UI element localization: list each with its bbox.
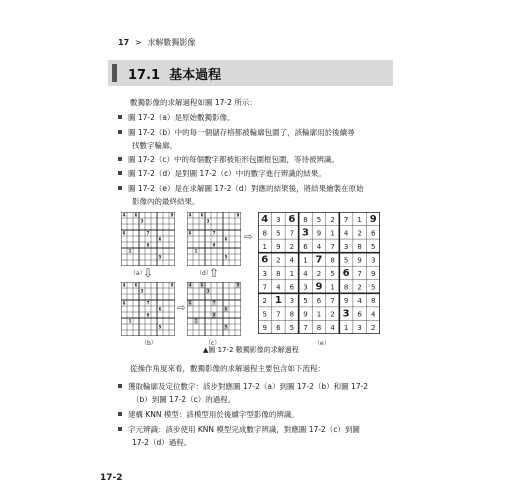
given-digit: 7: [212, 230, 216, 236]
given-digit: 4: [188, 282, 192, 288]
solved-digit: 3: [303, 283, 308, 292]
solved-digit: 1: [289, 269, 295, 278]
solved-digit: 8: [370, 297, 376, 306]
given-digit: 5: [224, 254, 228, 260]
solved-digit: 2: [330, 310, 335, 319]
solved-digit: 6: [357, 310, 362, 319]
solved-digit: 9: [370, 269, 376, 278]
chapter-title: 求解數獨影像: [147, 38, 196, 47]
given-digit: 1: [128, 248, 132, 254]
given-digit: 3: [301, 227, 309, 239]
sudoku-svg: [121, 212, 175, 266]
given-digit: 4: [261, 213, 269, 225]
solved-digit: 5: [289, 324, 295, 333]
solved-digit: 8: [289, 310, 295, 319]
solved-digit: 5: [370, 283, 376, 292]
section-title: [128, 64, 221, 83]
solved-digit: 6: [276, 324, 281, 333]
arrow-down-icon: ⇩: [143, 266, 154, 280]
given-digit: 6: [224, 236, 228, 242]
solved-digit: 2: [316, 269, 322, 278]
solved-digit: 9: [343, 297, 349, 306]
sudoku-svg: [258, 212, 380, 334]
given-digit: 4: [188, 212, 192, 218]
solved-digit: 5: [343, 256, 349, 265]
bullet-square-icon: [118, 412, 122, 416]
given-digit: 5: [224, 324, 228, 330]
solved-digit: 5: [370, 242, 376, 251]
arrow-right-icon: ⇨: [177, 303, 186, 314]
solved-digit: 3: [289, 297, 295, 306]
solved-digit: 4: [357, 297, 362, 306]
given-digit: 9: [315, 281, 323, 293]
sudoku-grid-c: [187, 282, 241, 336]
solved-digit: 4: [303, 269, 308, 278]
solved-digit: 7: [262, 283, 268, 292]
given-digit: 7: [146, 300, 150, 306]
figure-label-c: （c）: [205, 340, 221, 347]
solved-digit: 2: [330, 215, 335, 224]
solved-digit: 6: [303, 242, 308, 251]
solved-digit: 4: [289, 256, 295, 265]
figure-caption: ▲圖 17-2 數獨影像的求解過程: [203, 346, 299, 354]
given-digit: 3: [140, 218, 144, 224]
given-digit: 1: [274, 295, 282, 307]
sudoku-svg: [121, 282, 175, 336]
chevron-right-icon: >: [134, 38, 142, 47]
bullet-square-icon: [118, 427, 122, 431]
solved-digit: 1: [303, 256, 308, 265]
solved-digit: 7: [303, 324, 308, 333]
solved-digit: 8: [357, 242, 362, 251]
figure-label-a: （a）: [130, 270, 146, 277]
solved-digit: 5: [276, 229, 281, 238]
solved-digit: 8: [276, 269, 281, 278]
given-digit: 6: [134, 212, 138, 218]
list-item: 字元辨識：該步使用 KNN 模型完成數字辨識，對應圖 17-2（c）到圖 17-2（d）過程。: [118, 424, 360, 436]
given-digit: 9: [170, 212, 174, 218]
solved-digit: 7: [276, 310, 281, 319]
given-digit: 7: [146, 230, 150, 236]
bullet-square-icon: [118, 384, 122, 388]
given-digit: 6: [158, 236, 162, 242]
page-number: 17-2: [100, 473, 123, 483]
arrow-up-icon: ⇧: [209, 266, 220, 280]
solved-digit: 7: [357, 269, 362, 278]
bullet-square-icon: [118, 130, 122, 134]
solved-digit: 9: [262, 324, 268, 333]
given-digit: 6: [200, 212, 204, 218]
solved-digit: 7: [343, 215, 349, 224]
given-digit: 1: [194, 248, 198, 254]
list-item: 獲取輪廓及定位數字：該步對應圖 17-2（a）到圖 17-2（b）和圖 17-2 （b）到圖 17-2（c）的過程。: [118, 381, 368, 393]
solved-digit: 6: [316, 297, 322, 306]
solved-digit: 4: [330, 324, 335, 333]
sudoku-grid-a: [121, 212, 175, 266]
process-intro: 從操作角度來看，數獨影像的求解過程主要包含如下流程：: [130, 364, 325, 373]
solved-digit: 6: [289, 283, 295, 292]
figure-label-d: （d）: [196, 270, 212, 277]
given-digit: 3: [140, 288, 144, 294]
list-item: 圖 17-2（a）是原始數獨影像。: [118, 112, 235, 124]
running-header: [118, 37, 195, 48]
given-digit: 3: [206, 218, 210, 224]
figure-label-b: （b）: [141, 340, 157, 347]
given-digit: 9: [236, 282, 240, 288]
solved-digit: 5: [330, 269, 335, 278]
given-digit: 9: [212, 312, 216, 318]
given-digit: 1: [128, 318, 132, 324]
solved-digit: 3: [343, 242, 349, 251]
solved-digit: 9: [316, 229, 322, 238]
sudoku-svg: [187, 212, 241, 266]
solved-digit: 5: [262, 310, 268, 319]
given-digit: 5: [158, 254, 162, 260]
given-digit: 6: [134, 282, 138, 288]
solved-digit: 7: [330, 297, 335, 306]
list-item: 圖 17-2（c）中的每個數字都被矩形包圍框包圍，等待被辨識。: [118, 154, 339, 166]
solved-digit: 8: [343, 283, 349, 292]
solved-digit: 8: [303, 215, 308, 224]
given-digit: 6: [188, 300, 192, 306]
intro-paragraph: 數獨影像的求解過程如圖 17-2 所示：: [130, 98, 257, 107]
solved-digit: 2: [262, 297, 268, 306]
given-digit: 3: [342, 308, 350, 320]
solved-digit: 4: [276, 283, 281, 292]
solved-digit: 2: [357, 229, 362, 238]
solved-digit: 8: [330, 256, 335, 265]
given-digit: 6: [188, 230, 192, 236]
given-digit: 6: [122, 230, 126, 236]
list-item: 圖 17-2（e）是在求解圖 17-2（d）對應的結果後，將結果繪製在原始 影像內的最終結果。: [118, 183, 364, 195]
given-digit: 6: [158, 306, 162, 312]
list-item: 圖 17-2（d）是對圖 17-2（c）中的數字進行辨識的結果。: [118, 168, 326, 180]
given-digit: 7: [212, 300, 216, 306]
solved-digit: 6: [370, 229, 376, 238]
solved-digit: 9: [303, 310, 308, 319]
given-digit: 5: [158, 324, 162, 330]
solved-digit: 5: [316, 215, 322, 224]
section-name: 基本過程: [169, 68, 222, 83]
given-digit: 4: [122, 282, 126, 288]
list-item: 建構 KNN 模型：該模型用於後續字型影像的辨識。: [118, 409, 299, 421]
solved-digit: 4: [370, 310, 376, 319]
given-digit: 1: [194, 318, 198, 324]
arrow-right-icon: ⇨: [244, 232, 253, 243]
solved-digit: 2: [289, 242, 295, 251]
given-digit: 9: [170, 282, 174, 288]
solved-digit: 1: [316, 310, 322, 319]
given-digit: 4: [122, 212, 126, 218]
given-digit: 9: [146, 312, 150, 318]
bullet-square-icon: [118, 157, 122, 161]
sudoku-svg: [187, 282, 241, 336]
given-digit: 9: [212, 242, 216, 248]
solved-digit: 7: [330, 242, 335, 251]
given-digit: 6: [261, 254, 269, 266]
given-digit: 9: [236, 212, 240, 218]
given-digit: 6: [122, 300, 126, 306]
solved-digit: 9: [357, 256, 362, 265]
given-digit: 6: [224, 306, 228, 312]
given-digit: 6: [342, 267, 350, 279]
given-digit: 6: [200, 282, 204, 288]
solved-digit: 3: [262, 269, 268, 278]
solved-digit: 1: [330, 229, 335, 238]
solved-digit: 2: [276, 256, 281, 265]
solved-digit: 3: [357, 324, 362, 333]
given-digit: 7: [315, 254, 323, 266]
chapter-number: 17: [118, 38, 130, 47]
given-digit: 3: [206, 288, 210, 294]
bullet-square-icon: [118, 171, 122, 175]
sudoku-grid-b: [121, 282, 175, 336]
solved-digit: 1: [330, 283, 335, 292]
section-marker: [112, 64, 117, 82]
solved-digit: 7: [289, 229, 295, 238]
given-digit: 6: [288, 213, 296, 225]
solved-digit: 1: [357, 215, 362, 224]
solved-digit: 1: [262, 242, 268, 251]
solved-digit: 5: [303, 297, 308, 306]
solved-digit: 8: [316, 324, 322, 333]
solved-digit: 1: [343, 324, 349, 333]
solved-digit: 8: [262, 229, 268, 238]
sudoku-grid-d: [187, 212, 241, 266]
list-item: 圖 17-2（b）中的每一個儲存格都被輪廓包圍了，該輪廓用於後續尋 找數字輪廓。: [118, 127, 355, 139]
figure-label-e: （e）: [314, 340, 330, 347]
solved-digit: 2: [357, 283, 362, 292]
solved-digit: 3: [276, 215, 281, 224]
sudoku-grid-e: [258, 212, 380, 334]
solved-digit: 3: [370, 256, 376, 265]
section-number: 17.1: [128, 68, 161, 83]
solved-digit: 4: [316, 242, 322, 251]
solved-digit: 4: [343, 229, 349, 238]
solved-digit: 2: [370, 324, 376, 333]
given-digit: 9: [146, 242, 150, 248]
bullet-square-icon: [118, 186, 122, 190]
given-digit: 9: [369, 213, 377, 225]
bullet-square-icon: [118, 115, 122, 119]
solved-digit: 9: [276, 242, 281, 251]
